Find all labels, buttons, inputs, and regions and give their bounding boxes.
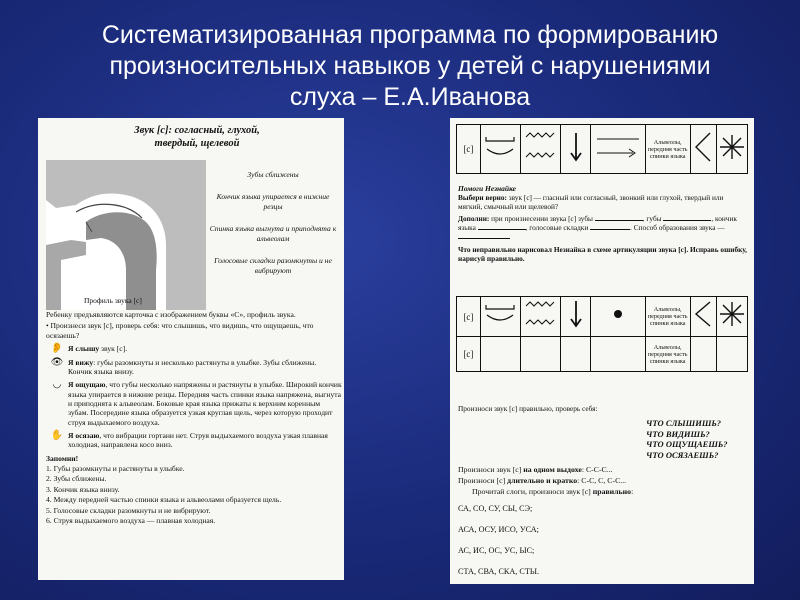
lips-icon: ◡ (52, 379, 62, 391)
answer-blank[interactable] (478, 229, 526, 230)
syllable-list (458, 503, 748, 577)
empty-cell[interactable] (591, 337, 645, 372)
complete-part: , губы (642, 214, 664, 223)
empty-cell[interactable] (717, 337, 748, 372)
air-stream-icon (521, 125, 561, 174)
slide-title (60, 20, 760, 113)
task-text: : С-С-С... (581, 465, 613, 474)
one-breath-task (458, 464, 748, 475)
annotation-vocal-folds: Голосовые складки разомкнуты и не вибрируют (214, 256, 332, 275)
sense-hear-lead: Я слышу (68, 343, 100, 353)
intro-paragraph: Ребенку предъявляются карточка с изображением буквы «С», профиль звука. (46, 310, 296, 319)
sense-see (46, 358, 342, 377)
remember-item: 2. Зубы сближены. (46, 474, 107, 484)
title-line-1: Систематизированная программа по формированию (101, 21, 719, 49)
mistake-task: Что неправильно нарисовал Незнайка в схеме артикуляции звука [с]. Исправь ошибку, нарисуй правильно. (458, 245, 747, 263)
task-emphasis: на одном выдохе (523, 465, 582, 474)
sound-heading-line-2: твердый, щелевой (154, 138, 240, 149)
self-check-questions (646, 418, 728, 460)
help-title: Помоги Незнайке (458, 184, 516, 193)
syllable-row: СТА, СВА, СКА, СТЫ. (458, 567, 540, 576)
neznaika-scheme-table (456, 296, 748, 372)
remember-item: 1. Губы разомкнуты и растянуты в улыбке. (46, 463, 185, 473)
sound-heading (102, 124, 292, 150)
choose-text: звук [с] — гласный или согласный, звонкий или глухой, твердый или мягкий, смычный или щелевой? (458, 193, 724, 211)
articulation-scheme-table (456, 124, 748, 174)
choose-lead: Выбери верно: (458, 193, 507, 202)
lips-scheme-icon (480, 125, 520, 174)
alveoli-label-cell: Альвеолы, передняя часть спинки языка (645, 297, 690, 337)
answer-blank[interactable] (663, 220, 711, 221)
right-page-scan (450, 118, 754, 584)
annotation-tongue-tip: Кончик языка упирается в нижние резцы (216, 192, 330, 211)
arrow-down-icon (561, 125, 591, 174)
annotation-teeth: Зубы сближены (247, 170, 299, 179)
remember-header: Запомни! (46, 453, 79, 463)
double-line-icon (591, 125, 645, 174)
question-touch: ЧТО ОСЯЗАЕШЬ? (646, 449, 719, 460)
left-page-scan (38, 118, 344, 580)
sense-feel-text: , что губы несколько напряжены и растянуты в улыбке. Широкий кончик языка упирается в нижние резцы. Передняя часть спинки языка напряжена, выгнута и приподнята к альвеолам. Боковые края языка прижаты к верхним коренным зубам. Посередине языка образуется узкая круглая щель, через которую проходит струя выдыхаемого воздуха. (68, 380, 342, 427)
task-text: : (631, 487, 634, 496)
syllable-row: АСА, ОСУ, ИСО, УСА; (458, 525, 539, 534)
answer-blank[interactable] (590, 229, 630, 230)
sense-hear (46, 344, 342, 354)
title-line-2: произносительных навыков у детей с нарушениями (109, 52, 711, 80)
scheme-sound-cell: [с] (457, 337, 481, 372)
scheme-sound-cell: [с] (457, 297, 481, 337)
sense-feel (46, 380, 342, 426)
ear-icon: 👂 (50, 342, 64, 354)
long-short-task (458, 475, 748, 486)
question-see: ЧТО ВИДИШЬ? (646, 428, 710, 439)
task-text: : С-С, С, С-С... (577, 476, 627, 485)
empty-cell[interactable] (690, 337, 716, 372)
eye-icon: 👁 (50, 356, 64, 368)
complete-part: при произнесении звука [с] зубы (489, 214, 595, 223)
complete-part: , голосовые складки (525, 223, 591, 232)
complete-part: . Способ образования звука — (630, 223, 725, 232)
scheme-sound-cell: [с] (457, 125, 481, 174)
empty-cell[interactable] (561, 337, 591, 372)
left-page-body (46, 310, 342, 526)
instruction-paragraph: • Произнеси звук [с], проверь себя: что слышишь, что видишь, что ощущаешь, что осязаешь? (46, 321, 314, 340)
remember-item: 6. Струя выдыхаемого воздуха — плавная холодная. (46, 516, 216, 525)
sparkle-icon (717, 125, 748, 174)
syllable-row: СА, СО, СУ, СЫ, СЭ; (458, 504, 533, 513)
empty-cell[interactable] (521, 337, 561, 372)
check-instruction: Произноси звук [с] правильно, проверь себя: (458, 404, 598, 413)
lips-scheme-icon (480, 297, 520, 337)
sense-hear-text: звук [с]. (99, 343, 128, 353)
complete-part: , кончик языка (458, 214, 737, 232)
alveoli-label-cell: Альвеолы, передняя часть спинки языка (645, 337, 690, 372)
question-feel: ЧТО ОЩУЩАЕШЬ? (646, 439, 728, 449)
remember-item: 5. Голосовые складки разомкнуты и не вибрируют. (46, 505, 211, 515)
sound-heading-line-1: Звук [с]: согласный, глухой, (134, 125, 260, 136)
complete-sentence (458, 214, 748, 241)
remember-list (46, 454, 342, 527)
articulation-profile-figure (46, 160, 206, 310)
task-text: Прочитай слоги, произноси звук [с] (472, 487, 593, 496)
air-stream-icon (521, 297, 561, 337)
arrow-down-icon (561, 297, 591, 337)
title-line-3: слуха – Е.А.Иванова (289, 83, 531, 111)
help-section (458, 184, 748, 263)
tongue-arrow-icon (690, 297, 716, 337)
complete-lead: Дополни: (458, 214, 490, 223)
sense-touch-text: , что вибрации гортани нет. Струя выдыхаемого воздуха узкая плавная холодная, направлена косо вниз. (68, 430, 328, 450)
sense-see-lead: Я вижу (68, 357, 94, 367)
sense-touch (46, 431, 342, 450)
empty-cell[interactable] (480, 337, 520, 372)
profile-caption: Профиль звука [с] (84, 296, 142, 305)
answer-blank[interactable] (595, 220, 643, 221)
practice-section (458, 464, 748, 587)
alveoli-label-cell: Альвеолы, передняя часть спинки языка (645, 125, 690, 174)
syllable-row: АС, ИС, ОС, УС, ЫС; (458, 546, 535, 555)
sense-feel-lead: Я ощущаю (68, 380, 106, 390)
question-hear: ЧТО СЛЫШИШЬ? (646, 418, 722, 428)
remember-item: 3. Кончик языка внизу. (46, 484, 120, 494)
task-text: Произноси [с] (458, 476, 508, 485)
tongue-arrow-icon (690, 125, 716, 174)
remember-item: 4. Между передней частью спинки языка и альвеолами образуется щель. (46, 495, 282, 505)
sense-touch-lead: Я осязаю (68, 430, 100, 440)
task-emphasis: длительно и кратко (507, 476, 578, 485)
sense-see-text: : губы разомкнуты и несколько растянуты в улыбке. Зубы сближены. Кончик языка внизу. (68, 357, 317, 377)
task-emphasis: правильно (592, 487, 632, 496)
read-syllables-task (458, 486, 748, 497)
hand-icon: ✋ (50, 429, 64, 441)
dot-icon (591, 297, 645, 337)
answer-blank[interactable] (458, 238, 510, 239)
task-text: Произноси звук [с] (458, 465, 524, 474)
annotation-tongue-back: Спинка языка выгнута и приподнята к альвеолам (209, 224, 337, 243)
sparkle-icon (717, 297, 748, 337)
profile-annotations (208, 170, 338, 288)
